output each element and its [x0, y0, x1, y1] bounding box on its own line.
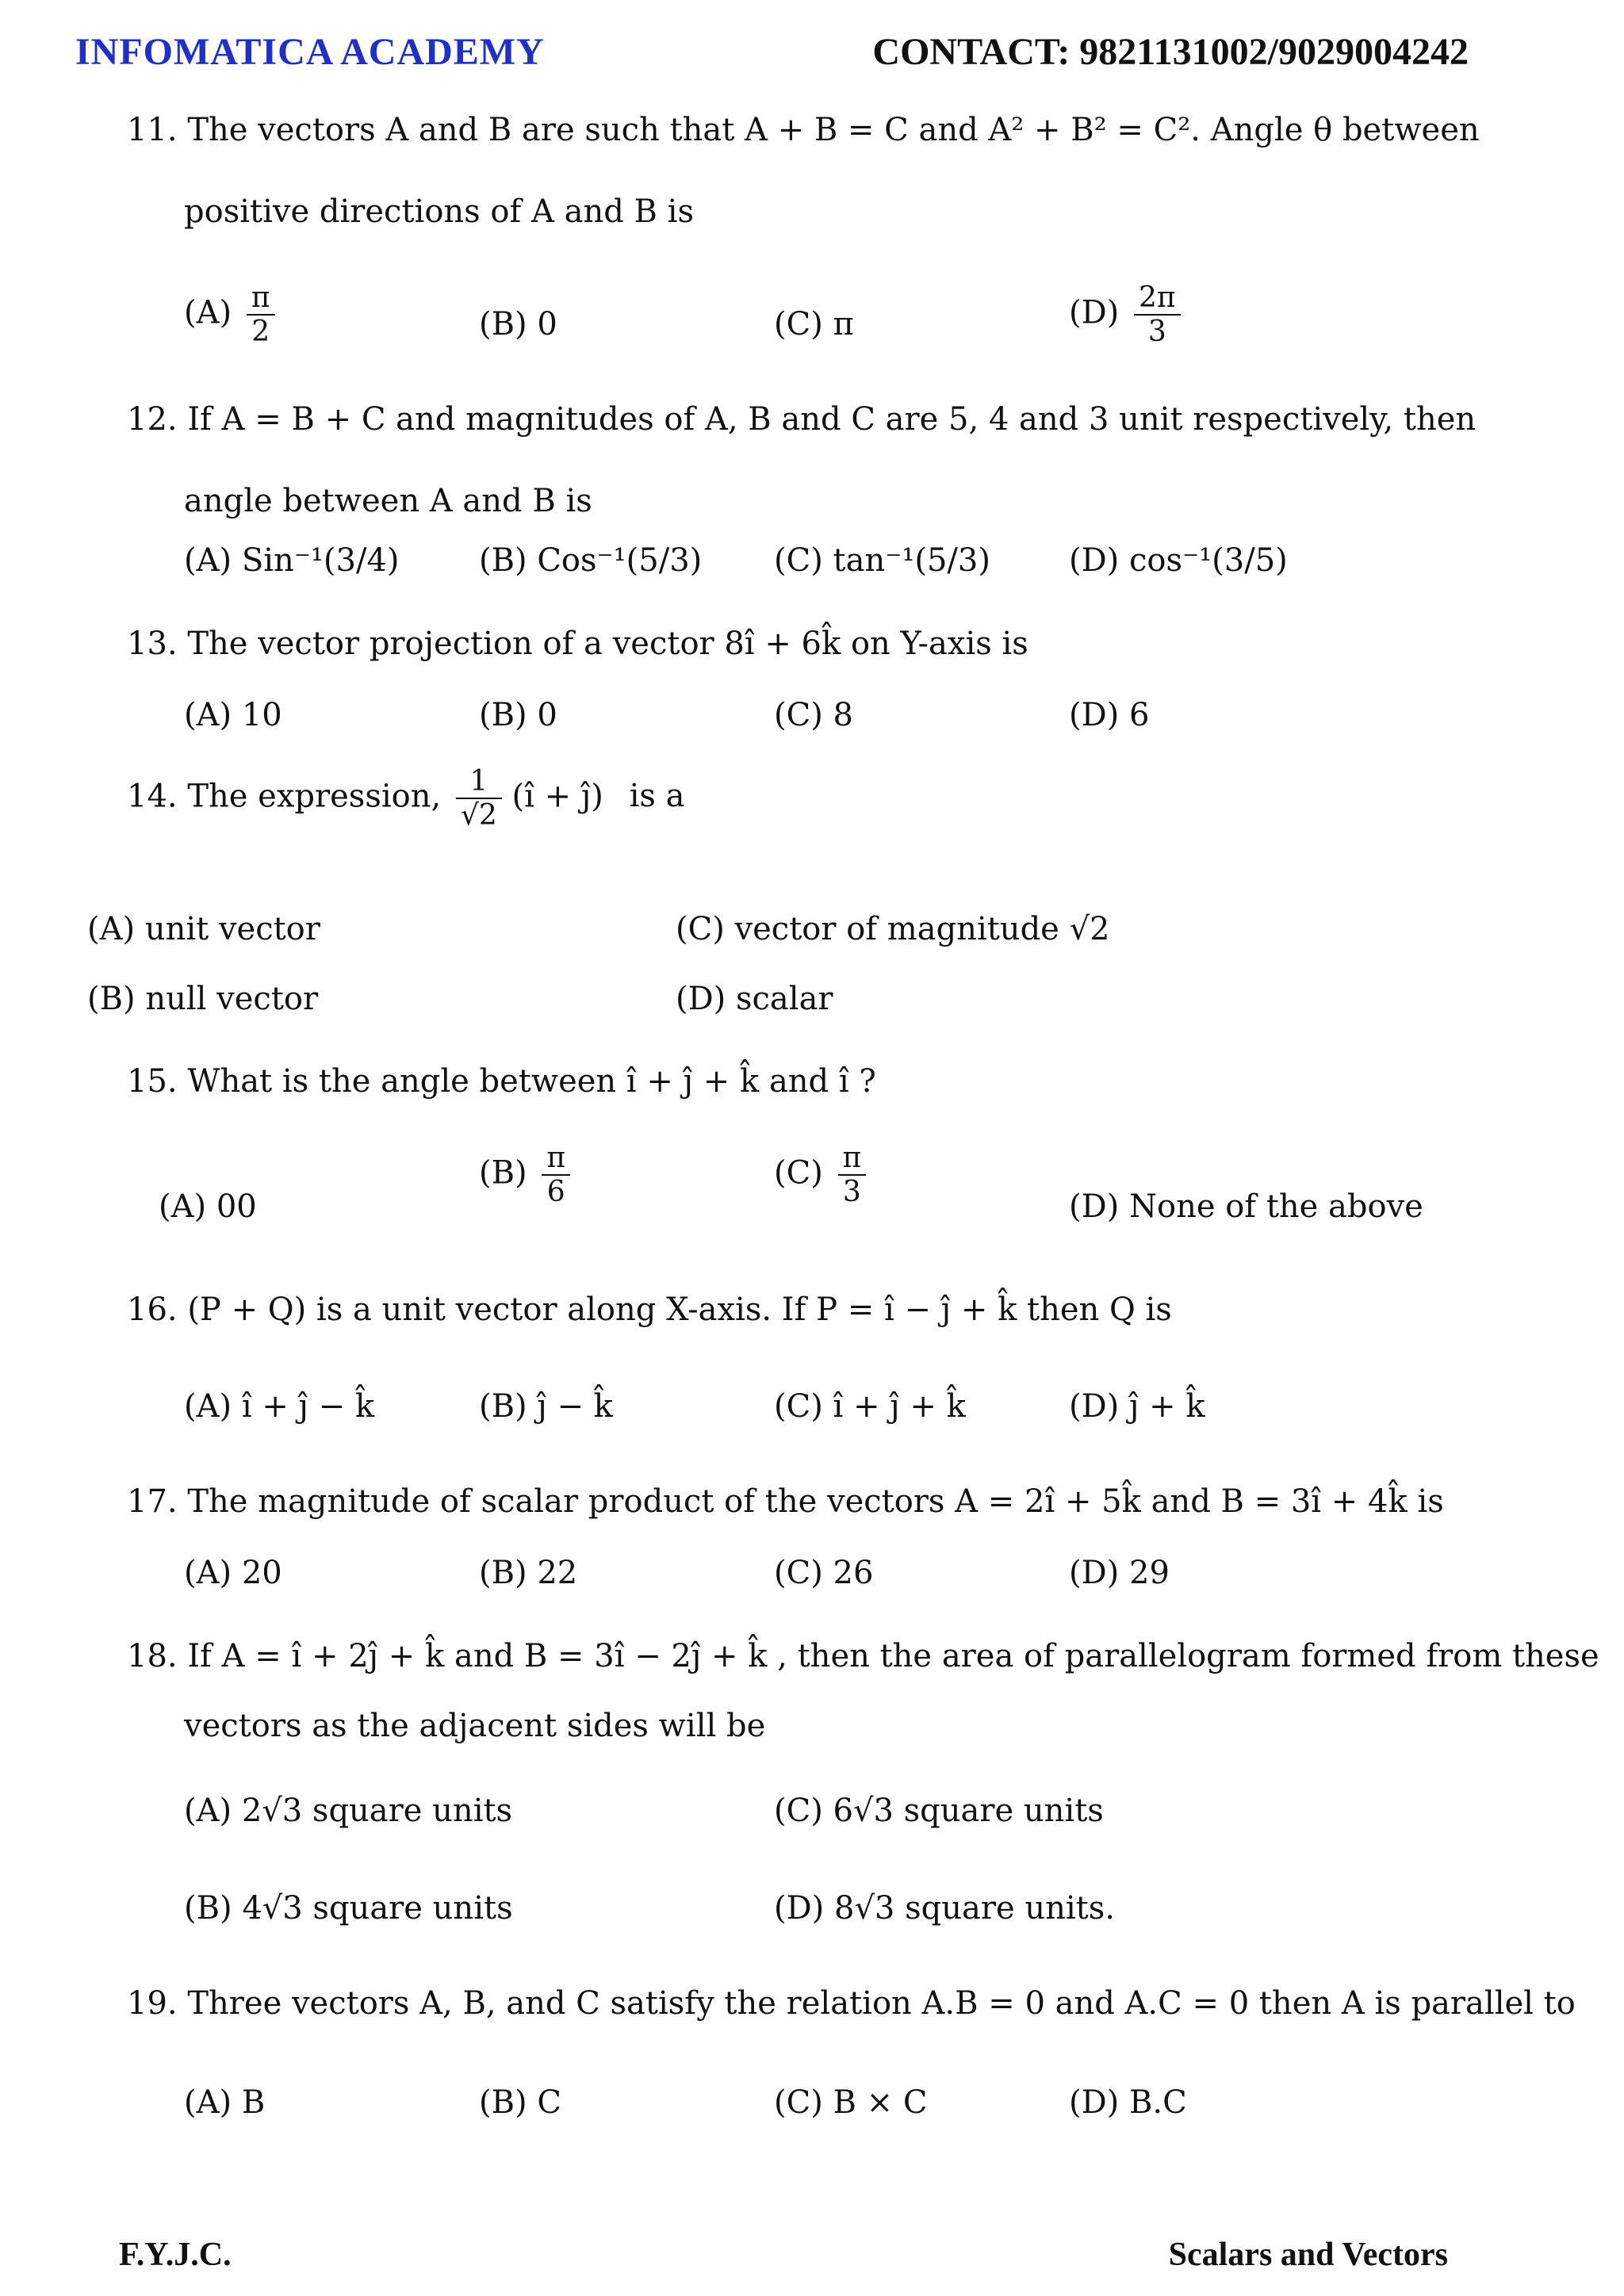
- q15-option-c: [774, 1142, 866, 1209]
- fraction-denominator: 6: [542, 1174, 570, 1208]
- q15-line-1: 15. What is the angle between î + ĵ + k̂ and î ?: [127, 1063, 876, 1100]
- fraction: [542, 1142, 570, 1209]
- q12-option-b: (B) Cos⁻¹(5/3): [479, 542, 703, 579]
- fraction-denominator: 3: [1134, 314, 1181, 348]
- fraction: [247, 281, 275, 349]
- q16-line-1: 16. (P + Q) is a unit vector along X-axis. If P = î − ĵ + k̂ then Q is: [127, 1292, 1172, 1328]
- q19-option-d: (D) B.C: [1069, 2084, 1187, 2121]
- q18-option-c: (C) 6√3 square units: [774, 1793, 1104, 1829]
- q14-suffix: is a: [629, 778, 685, 815]
- q11-option-c: (C) π: [774, 306, 854, 342]
- q19-option-c: (C) B × C: [774, 2084, 928, 2121]
- q11-option-b: (B) 0: [479, 306, 557, 342]
- q14-option-b: (B) null vector: [87, 981, 319, 1017]
- q11-line-1: 11. The vectors A and B are such that A + B = C and A² + B² = C². Angle θ between: [127, 112, 1480, 148]
- q16-option-b: (B) ĵ − k̂: [479, 1388, 613, 1425]
- q18-option-b: (B) 4√3 square units: [184, 1890, 513, 1927]
- q12-option-d: (D) cos⁻¹(3/5): [1069, 542, 1288, 579]
- q12-option-a: (A) Sin⁻¹(3/4): [184, 542, 400, 579]
- q17-option-c: (C) 26: [774, 1555, 874, 1591]
- q14-option-d: (D) scalar: [676, 981, 833, 1017]
- q18-option-d: (D) 8√3 square units.: [774, 1890, 1115, 1927]
- option-label: (C): [774, 1154, 823, 1192]
- q18-option-a: (A) 2√3 square units: [184, 1793, 513, 1829]
- q17-line-1: 17. The magnitude of scalar product of the vectors A = 2î + 5k̂ and B = 3î + 4k̂ is: [127, 1483, 1444, 1520]
- q19-option-b: (B) C: [479, 2084, 561, 2121]
- page-header: [0, 24, 1624, 79]
- q15-option-b: [479, 1142, 570, 1209]
- q11-line-2: positive directions of A and B is: [184, 193, 694, 230]
- q14-option-c: (C) vector of magnitude √2: [676, 911, 1110, 947]
- fraction-numerator: 1: [469, 765, 488, 798]
- q14-option-a: (A) unit vector: [87, 911, 320, 947]
- contact-info: CONTACT: 9821131002/9029004242: [872, 31, 1469, 73]
- q16-option-c: (C) î + ĵ + k̂: [774, 1388, 966, 1425]
- q11-option-d: [1069, 281, 1181, 349]
- footer-chapter-title: Scalars and Vectors: [1168, 2237, 1448, 2273]
- q15-option-a: (A) 00: [159, 1188, 257, 1225]
- q13-option-b: (B) 0: [479, 697, 557, 733]
- q13-option-c: (C) 8: [774, 697, 853, 733]
- fraction-denominator: 3: [838, 1174, 867, 1208]
- q17-option-b: (B) 22: [479, 1555, 578, 1591]
- fraction: [838, 1142, 867, 1209]
- fraction: [1134, 281, 1181, 349]
- q12-option-c: (C) tan⁻¹(5/3): [774, 542, 990, 579]
- q16-option-a: (A) î + ĵ − k̂: [184, 1388, 375, 1425]
- footer-class-label: F.Y.J.C.: [119, 2237, 232, 2273]
- q14-prefix: 14. The expression,: [127, 778, 442, 815]
- fraction-numerator: 2π: [1139, 281, 1176, 314]
- academy-name: INFOMATICA ACADEMY: [75, 31, 545, 73]
- q16-option-d: (D) ĵ + k̂: [1069, 1388, 1205, 1425]
- q11-option-a: [184, 281, 275, 349]
- q18-line-2: vectors as the adjacent sides will be: [184, 1708, 766, 1744]
- option-label: (D): [1069, 294, 1120, 331]
- fraction-denominator: 2: [247, 314, 275, 348]
- q13-option-d: (D) 6: [1069, 697, 1150, 733]
- q19-option-a: (A) B: [184, 2084, 266, 2121]
- q14-expression: (î + ĵ): [511, 778, 603, 815]
- q13-line-1: 13. The vector projection of a vector 8î + 6k̂ on Y-axis is: [127, 626, 1028, 662]
- q13-option-a: (A) 10: [184, 697, 282, 733]
- option-label: (B): [479, 1154, 527, 1192]
- q17-option-a: (A) 20: [184, 1555, 282, 1591]
- q15-option-d: (D) None of the above: [1069, 1188, 1423, 1225]
- q19-line-1: 19. Three vectors A, B, and C satisfy the relation A.B = 0 and A.C = 0 then A is parallel to: [127, 1985, 1576, 2022]
- q17-option-d: (D) 29: [1069, 1555, 1170, 1591]
- fraction-numerator: π: [546, 1142, 565, 1174]
- q18-line-1: 18. If A = î + 2ĵ + k̂ and B = 3î − 2ĵ + k̂ , then the area of parallelogram formed from these: [127, 1638, 1599, 1674]
- q14-line-1: [127, 765, 684, 832]
- q12-line-2: angle between A and B is: [184, 483, 592, 519]
- fraction-numerator: π: [251, 281, 270, 314]
- fraction-denominator: √2: [456, 798, 502, 832]
- option-label: (A): [184, 294, 232, 331]
- q12-line-1: 12. If A = B + C and magnitudes of A, B and C are 5, 4 and 3 unit respectively, then: [127, 401, 1477, 438]
- fraction-numerator: π: [842, 1142, 862, 1174]
- fraction: [456, 765, 502, 832]
